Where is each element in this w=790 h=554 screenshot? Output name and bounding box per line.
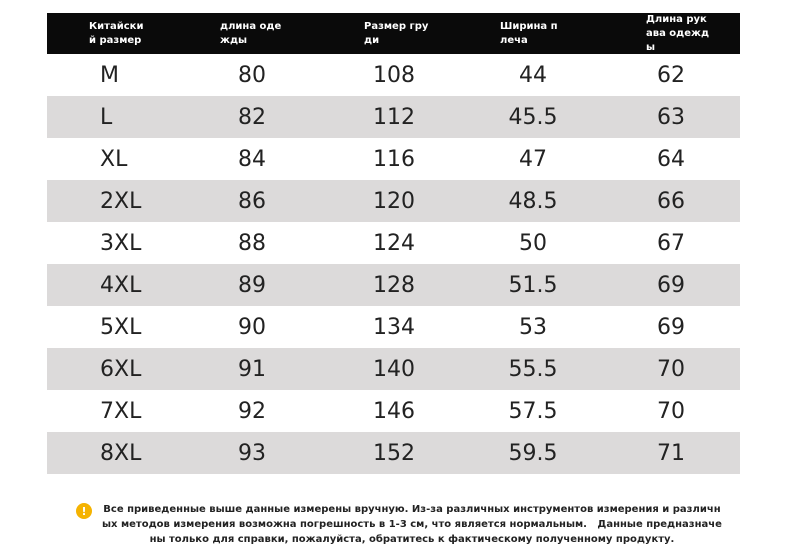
cell-sleeve: 70 [657, 356, 685, 382]
cell-chest: 108 [373, 62, 415, 88]
cell-length: 91 [238, 356, 266, 382]
cell-size: 6XL [100, 356, 142, 382]
cell-chest: 112 [373, 104, 415, 130]
cell-size: 3XL [100, 230, 142, 256]
cell-length: 93 [238, 440, 266, 466]
cell-size: XL [100, 146, 128, 172]
cell-size: 4XL [100, 272, 142, 298]
cell-length: 80 [238, 62, 266, 88]
cell-sleeve: 62 [657, 62, 685, 88]
header-garment-length: длина оде жды [220, 20, 282, 46]
header-chinese-size: Китайски й размер [89, 20, 144, 46]
table-body [47, 54, 740, 474]
cell-shoulder: 45.5 [508, 104, 558, 130]
cell-shoulder: 47 [519, 146, 547, 172]
table-row [47, 306, 740, 348]
size-chart-table [47, 13, 740, 474]
table-row [47, 96, 740, 138]
header-chest-size: Размер гру ди [364, 20, 429, 46]
cell-length: 86 [238, 188, 266, 214]
cell-sleeve: 69 [657, 314, 685, 340]
cell-length: 82 [238, 104, 266, 130]
table-row [47, 432, 740, 474]
measurement-note [76, 502, 736, 547]
warning-icon: ! [76, 503, 92, 519]
cell-chest: 152 [373, 440, 415, 466]
table-row [47, 138, 740, 180]
cell-chest: 124 [373, 230, 415, 256]
cell-chest: 128 [373, 272, 415, 298]
table-row [47, 180, 740, 222]
cell-sleeve: 64 [657, 146, 685, 172]
cell-chest: 146 [373, 398, 415, 424]
cell-length: 89 [238, 272, 266, 298]
cell-shoulder: 50 [519, 230, 547, 256]
cell-length: 84 [238, 146, 266, 172]
cell-length: 88 [238, 230, 266, 256]
table-row [47, 390, 740, 432]
cell-size: 8XL [100, 440, 142, 466]
cell-sleeve: 67 [657, 230, 685, 256]
table-header [47, 13, 740, 54]
note-text: Все приведенные выше данные измерены вручную. Из-за различных инструментов измерения и различн ых методов измерения возможна погрешность в 1-3 см, что является нормальным. Данные предназначе ны только для справки, пожалуйста, обратитесь к фактическому полученному продукту. [102, 504, 722, 545]
cell-size: L [100, 104, 113, 130]
cell-chest: 140 [373, 356, 415, 382]
cell-size: 2XL [100, 188, 142, 214]
cell-size: M [100, 62, 119, 88]
cell-chest: 120 [373, 188, 415, 214]
cell-sleeve: 63 [657, 104, 685, 130]
cell-shoulder: 48.5 [508, 188, 558, 214]
cell-sleeve: 70 [657, 398, 685, 424]
cell-shoulder: 57.5 [508, 398, 558, 424]
cell-chest: 116 [373, 146, 415, 172]
table-row [47, 54, 740, 96]
cell-length: 90 [238, 314, 266, 340]
cell-sleeve: 66 [657, 188, 685, 214]
cell-shoulder: 59.5 [508, 440, 558, 466]
cell-sleeve: 69 [657, 272, 685, 298]
cell-size: 7XL [100, 398, 142, 424]
cell-sleeve: 71 [657, 440, 685, 466]
cell-shoulder: 51.5 [508, 272, 558, 298]
cell-size: 5XL [100, 314, 142, 340]
table-row [47, 348, 740, 390]
table-row [47, 222, 740, 264]
header-sleeve-length: Длина рук ава одежд ы [646, 13, 710, 53]
cell-shoulder: 53 [519, 314, 547, 340]
header-shoulder-width: Ширина п леча [500, 20, 558, 46]
cell-length: 92 [238, 398, 266, 424]
cell-shoulder: 55.5 [508, 356, 558, 382]
table-row [47, 264, 740, 306]
cell-chest: 134 [373, 314, 415, 340]
cell-shoulder: 44 [519, 62, 547, 88]
